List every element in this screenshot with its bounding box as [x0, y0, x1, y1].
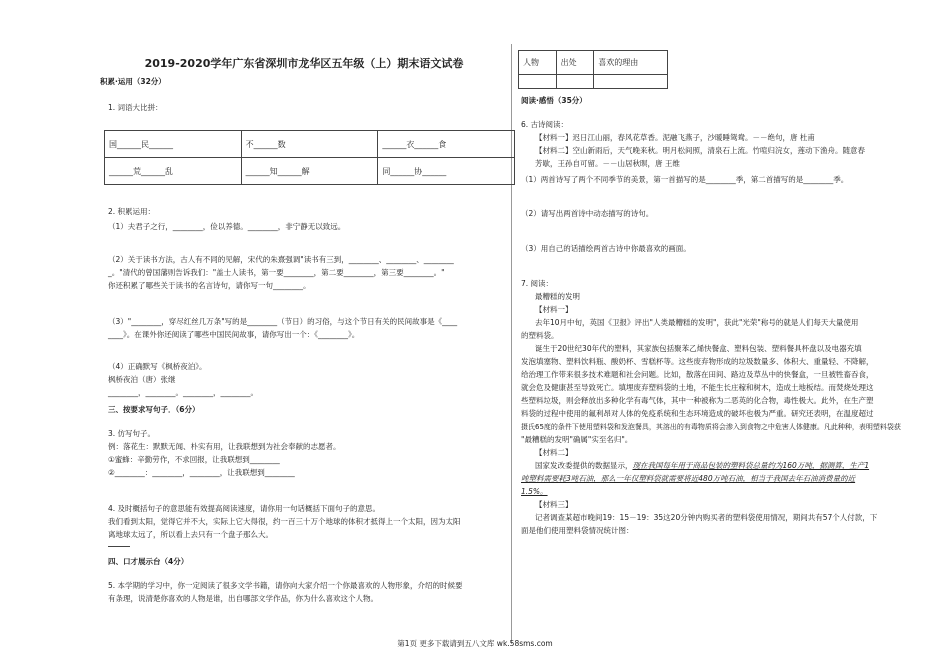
grid-cell: 不______数 [241, 131, 378, 158]
question-3: 3. 仿写句子。 [108, 429, 156, 438]
q2-item-1: （1）夫君子之行，________，俭以养德。________，非宁静无以致远。 [108, 222, 346, 231]
section-heading: 阅读·感悟（35分） [521, 96, 587, 105]
question-2: 2. 积累运用： [108, 207, 156, 216]
poem-material-2-line2: 芳歇，王孙自可留。－－山居秋暝，唐 王维 [535, 159, 680, 168]
q2-item-4-line2: 枫桥夜泊（唐）张继 [108, 375, 176, 384]
reading-para-2: 就会危及健康甚至导致死亡。填埋废弃塑料袋的土地，不能生长庄稼和树木，造成土地板结。而焚烧处理这 [521, 383, 874, 392]
reading-para-2: 摄氏65度的条件下使用塑料袋和发泡餐具，其溶出的有毒物质将会渗入到食物之中危害人体健康。凡此种种，表明塑料袋获 [521, 423, 901, 431]
reading-para-2: 料袋的过程中使用的氟利昂对人体的免疫系统和生态环境造成的破坏也极为严重。研究还表明，在温度超过 [521, 409, 874, 418]
grid-cell: ______知______解 [241, 158, 378, 185]
question-1: 1. 词语大比拼： [108, 103, 163, 112]
q6-item-2: （2）请写出两首诗中动态描写的诗句。 [521, 209, 654, 218]
q6-item-1: （1）两首诗写了两个不同季节的美景，第一首描写的是________季，第二首描写的是________季。 [521, 175, 849, 184]
reading-para-3-lead: 国家发改委提供的数据显示， [535, 461, 633, 470]
poem-material-1: 【材料一】迟日江山丽，春风花草香。泥融飞燕子，沙暖睡鸳鸯。－－绝句，唐 杜甫 [535, 133, 815, 142]
underlined-sentence: 现在我国每年用于商品包装的塑料袋总量约为160万吨，据测算，生产1 [632, 461, 870, 470]
grid-cell: ______衣______食 [378, 131, 515, 158]
character-table [518, 50, 668, 89]
q3-item-1: ①蜜蜂：辛勤劳作，不求回报，让我联想到________ [108, 455, 280, 464]
table-header-cell: 人物 [519, 51, 557, 75]
q2-item-3-line1: （3）"________，穿尽红丝几万条"写的是________（节日）的习俗，与这个节日有关的民间故事是《____ [108, 317, 458, 326]
underlined-sentence: 吨塑料需要耗3吨石油，那么一年仅塑料袋就需要将近480万吨石油，相当于我国去年石油消费量的近 [521, 474, 856, 483]
reading-para-2: "最糟糕的发明"确属"实至名归"。 [521, 435, 633, 444]
table-header-cell: 喜欢的理由 [594, 51, 668, 75]
section-heading: 四、口才展示台（4分） [108, 557, 189, 566]
reading-para-4-line2: 面是他们使用塑料袋情况统计图： [521, 526, 634, 535]
table-header-cell: 出处 [556, 51, 594, 75]
answer-line [108, 546, 130, 547]
question-6: 6. 古诗阅读： [521, 120, 569, 129]
q2-item-4-line3: ________，________。________，________。 [108, 388, 258, 397]
reading-para-2: 些塑料垃圾，则会释放出多种化学有毒气体，其中一种被称为二恶英的化合物，毒性极大。此外，在生产塑 [521, 396, 874, 405]
reading-material-2: 【材料二】 [535, 448, 573, 457]
reading-para-4-line1: 记者调查某超市晚间19：15－19：35这20分钟内购买者的塑料袋使用情况，期间共有57个人付款，下 [535, 513, 878, 522]
reading-title: 最糟糕的发明 [535, 292, 580, 301]
reading-para-2: 诞生于20世纪30年代的塑料，其家族包括聚苯乙烯快餐盒、塑料包装、塑料餐具杯盘以及电器充填 [535, 344, 862, 353]
question-7: 7. 阅读： [521, 279, 554, 288]
reading-material-1: 【材料一】 [535, 305, 573, 314]
q2-item-2-line3: 你还积累了哪些关于读书的名言诗句，请你写一句________。 [108, 281, 311, 290]
reading-para-2: 发泡填塞物、塑料饮料瓶、酸奶杯、雪糕杯等。这些废弃物形成的垃圾数量多、体积大、重量轻、不降解， [521, 357, 874, 366]
section-heading: 三、按要求写句子．（6分） [108, 405, 200, 414]
grid-cell: 国______民______ [105, 131, 242, 158]
q2-item-3-line2: ____》。在课外你还阅读了哪些中国民间故事，请你写出一个：《________》。 [108, 330, 360, 339]
q3-item-2: ②________：________，________，让我联想到________ [108, 468, 295, 477]
q2-item-4-line1: （4）正确默写《枫桥夜泊》。 [108, 362, 207, 371]
reading-para-2: 给治理工作带来很多技术难题和社会问题。比如，散落在田间、路边及草丛中的快餐盒，一旦被牲畜吞食， [521, 370, 874, 379]
table-cell [556, 75, 594, 89]
page-title: 2019-2020学年广东省深圳市龙华区五年级（上）期末语文试卷 [144, 57, 464, 70]
grid-cell: 同______协______ [378, 158, 515, 185]
reading-para-1-line1: 去年10月中旬，英国《卫报》评出"人类最糟糕的发明"，获此"光荣"称号的就是人们每天大量使用 [535, 318, 859, 327]
table-cell [519, 75, 557, 89]
grid-cell: ______荒______乱 [105, 158, 242, 185]
section-heading: 积累·运用（32分） [100, 77, 166, 86]
question-4-line3: 离地球太远了，所以看上去只有一个盘子那么大。 [108, 530, 273, 539]
word-grid [104, 130, 515, 185]
q2-item-2-line1: （2）关于读书方法，古人有不同的见解，宋代的朱熹强调"读书有三到，________、________、________ [108, 255, 454, 264]
page-footer: 第1页 更多下载请到五八文库 wk.58sms.com [397, 639, 553, 648]
q3-example: 例：落花生：默默无闻、朴实有用，让我联想到为社会奉献的志愿者。 [108, 442, 341, 451]
question-4-line1: 4. 及时概括句子的意思能有效提高阅读速度，请你用一句话概括下面句子的意思。 [108, 504, 381, 513]
poem-material-2-line1: 【材料二】空山新雨后，天气晚来秋。明月松间照，清泉石上流。竹喧归浣女，莲动下渔舟。随意春 [535, 146, 865, 155]
reading-para-3-line1 [535, 461, 869, 471]
question-4-line2: 我们看到太阳，觉得它并不大，实际上它大得很，约一百三十万个地球的体积才抵得上一个太阳，因为太阳 [108, 517, 461, 526]
question-5-line1: 5. 本学期的学习中，你一定阅读了很多文学书籍，请你向大家介绍一个你最喜欢的人物形象，介绍的时候要 [108, 581, 463, 590]
q6-item-3: （3）用自己的话描绘两首古诗中你最喜欢的画面。 [521, 244, 691, 253]
question-5-line2: 有条理，说清楚你喜欢的人物是谁，出自哪部文学作品，你为什么喜欢这个人物。 [108, 594, 378, 603]
q2-item-2-line2: _。"清代的曾国藩则告诉我们："盖士人读书，第一要________，第二要________，第三要________。" [108, 268, 445, 277]
reading-material-3: 【材料三】 [535, 500, 573, 509]
reading-para-1-line2: 的塑料袋。 [521, 331, 559, 340]
underlined-sentence: 1.5%。 [521, 487, 548, 496]
table-cell [594, 75, 668, 89]
